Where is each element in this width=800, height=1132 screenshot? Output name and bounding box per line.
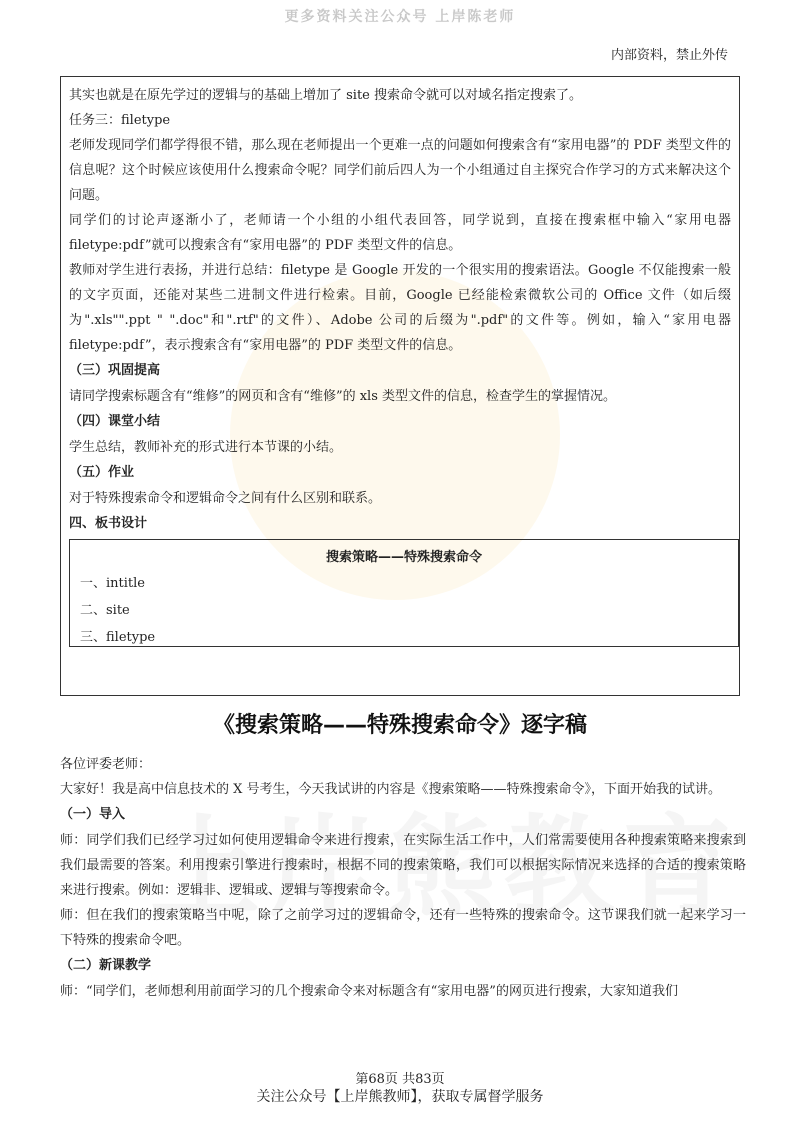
page-title: 《搜索策略——特殊搜索命令》逐字稿 bbox=[212, 713, 587, 738]
paragraph: 同学们的讨论声逐渐小了，老师请一个小组的小组代表回答，同学说到，直接在搜索框中输入“家用电器 filetype:pdf”就可以搜索含有“家用电器”的 PDF 类型文件的信息。 bbox=[69, 213, 731, 253]
paragraph: 大家好！我是高中信息技术的 X 号考生，今天我试讲的内容是《搜索策略——特殊搜索命令》，下面开始我的试讲。 bbox=[60, 782, 722, 797]
section-heading: （三）巩固提高 bbox=[69, 363, 161, 378]
paragraph: 对于特殊搜索命令和逻辑命令之间有什么区别和联系。 bbox=[69, 491, 382, 506]
paragraph: 其实也就是在原先学过的逻辑与的基础上增加了 site 搜索命令就可以对域名指定搜索了。 bbox=[69, 88, 583, 103]
board-item: 二、site bbox=[80, 603, 130, 618]
section-heading: （五）作业 bbox=[69, 465, 135, 480]
lesson-frame bbox=[60, 76, 740, 696]
paragraph: 老师发现同学们都学得很不错，那么现在老师提出一个更难一点的问题如何搜索含有“家用电器”的 PDF 类型文件的信息呢？这个时候应该使用什么搜索命令呢？同学们前后四人为一个小组通过自主探究合作学习的方式来解决这个问题。 bbox=[69, 138, 731, 203]
board-item: 一、intitle bbox=[80, 576, 145, 591]
section-heading: 四、板书设计 bbox=[69, 516, 148, 531]
page-number: 第68页 共83页 bbox=[355, 1072, 445, 1087]
transcript-section bbox=[60, 752, 746, 1004]
header-watermark: 更多资料关注公众号 上岸陈老师 bbox=[284, 9, 516, 25]
board-title: 搜索策略——特殊搜索命令 bbox=[325, 550, 482, 565]
paragraph: 教师对学生进行表扬，并进行总结：filetype 是 Google 开发的一个很实用的搜索语法。Google 不仅能搜索一般的文字页面，还能对某些二进制文件进行检索。目前，Google 已经能检索微软公司的 Office 文件（如后缀为".xls"".ppt " ".doc"和".rtf"的文件）、Adobe 公司的后缀为".pdf"的文件等。例如，输入“家用电器 filetype:pdf”，表示搜索含有“家用电器”的 PDF 类型文件的信息。 bbox=[69, 263, 731, 353]
footer-ad: 关注公众号【上岸熊教师】，获取专属督学服务 bbox=[256, 1089, 544, 1105]
paragraph: 师：但在我们的搜索策略当中呢，除了之前学习过的逻辑命令，还有一些特殊的搜索命令。这节课我们就一起来学习一下特殊的搜索命令吧。 bbox=[60, 908, 746, 948]
internal-note: 内部资料，禁止外传 bbox=[610, 48, 728, 63]
section-heading: （一）导入 bbox=[60, 807, 126, 822]
paragraph: 学生总结，教师补充的形式进行本节课的小结。 bbox=[69, 440, 343, 455]
board-item: 三、filetype bbox=[80, 630, 156, 645]
paragraph: 请同学搜索标题含有“维修”的网页和含有“维修”的 xls 类型文件的信息，检查学生的掌握情况。 bbox=[69, 389, 617, 404]
paragraph: 师：同学们我们已经学习过如何使用逻辑命令来进行搜索，在实际生活工作中，人们常需要使用各种搜索策略来搜索到我们最需要的答案。利用搜索引擎进行搜索时，根据不同的搜索策略，我们可以根据实际情况来选择的合适的搜索策略来进行搜索。例如：逻辑非、逻辑或、逻辑与等搜索命令。 bbox=[60, 833, 746, 898]
paragraph: 师：“同学们，老师想利用前面学习的几个搜索命令来对标题含有“家用电器”的网页进行搜索，大家知道我们 bbox=[60, 984, 678, 999]
task-heading: 任务三：filetype bbox=[69, 113, 171, 128]
blackboard-design bbox=[69, 539, 739, 647]
greeting: 各位评委老师： bbox=[60, 757, 152, 772]
section-heading: （二）新课教学 bbox=[60, 958, 152, 973]
section-heading: （四）课堂小结 bbox=[69, 414, 161, 429]
